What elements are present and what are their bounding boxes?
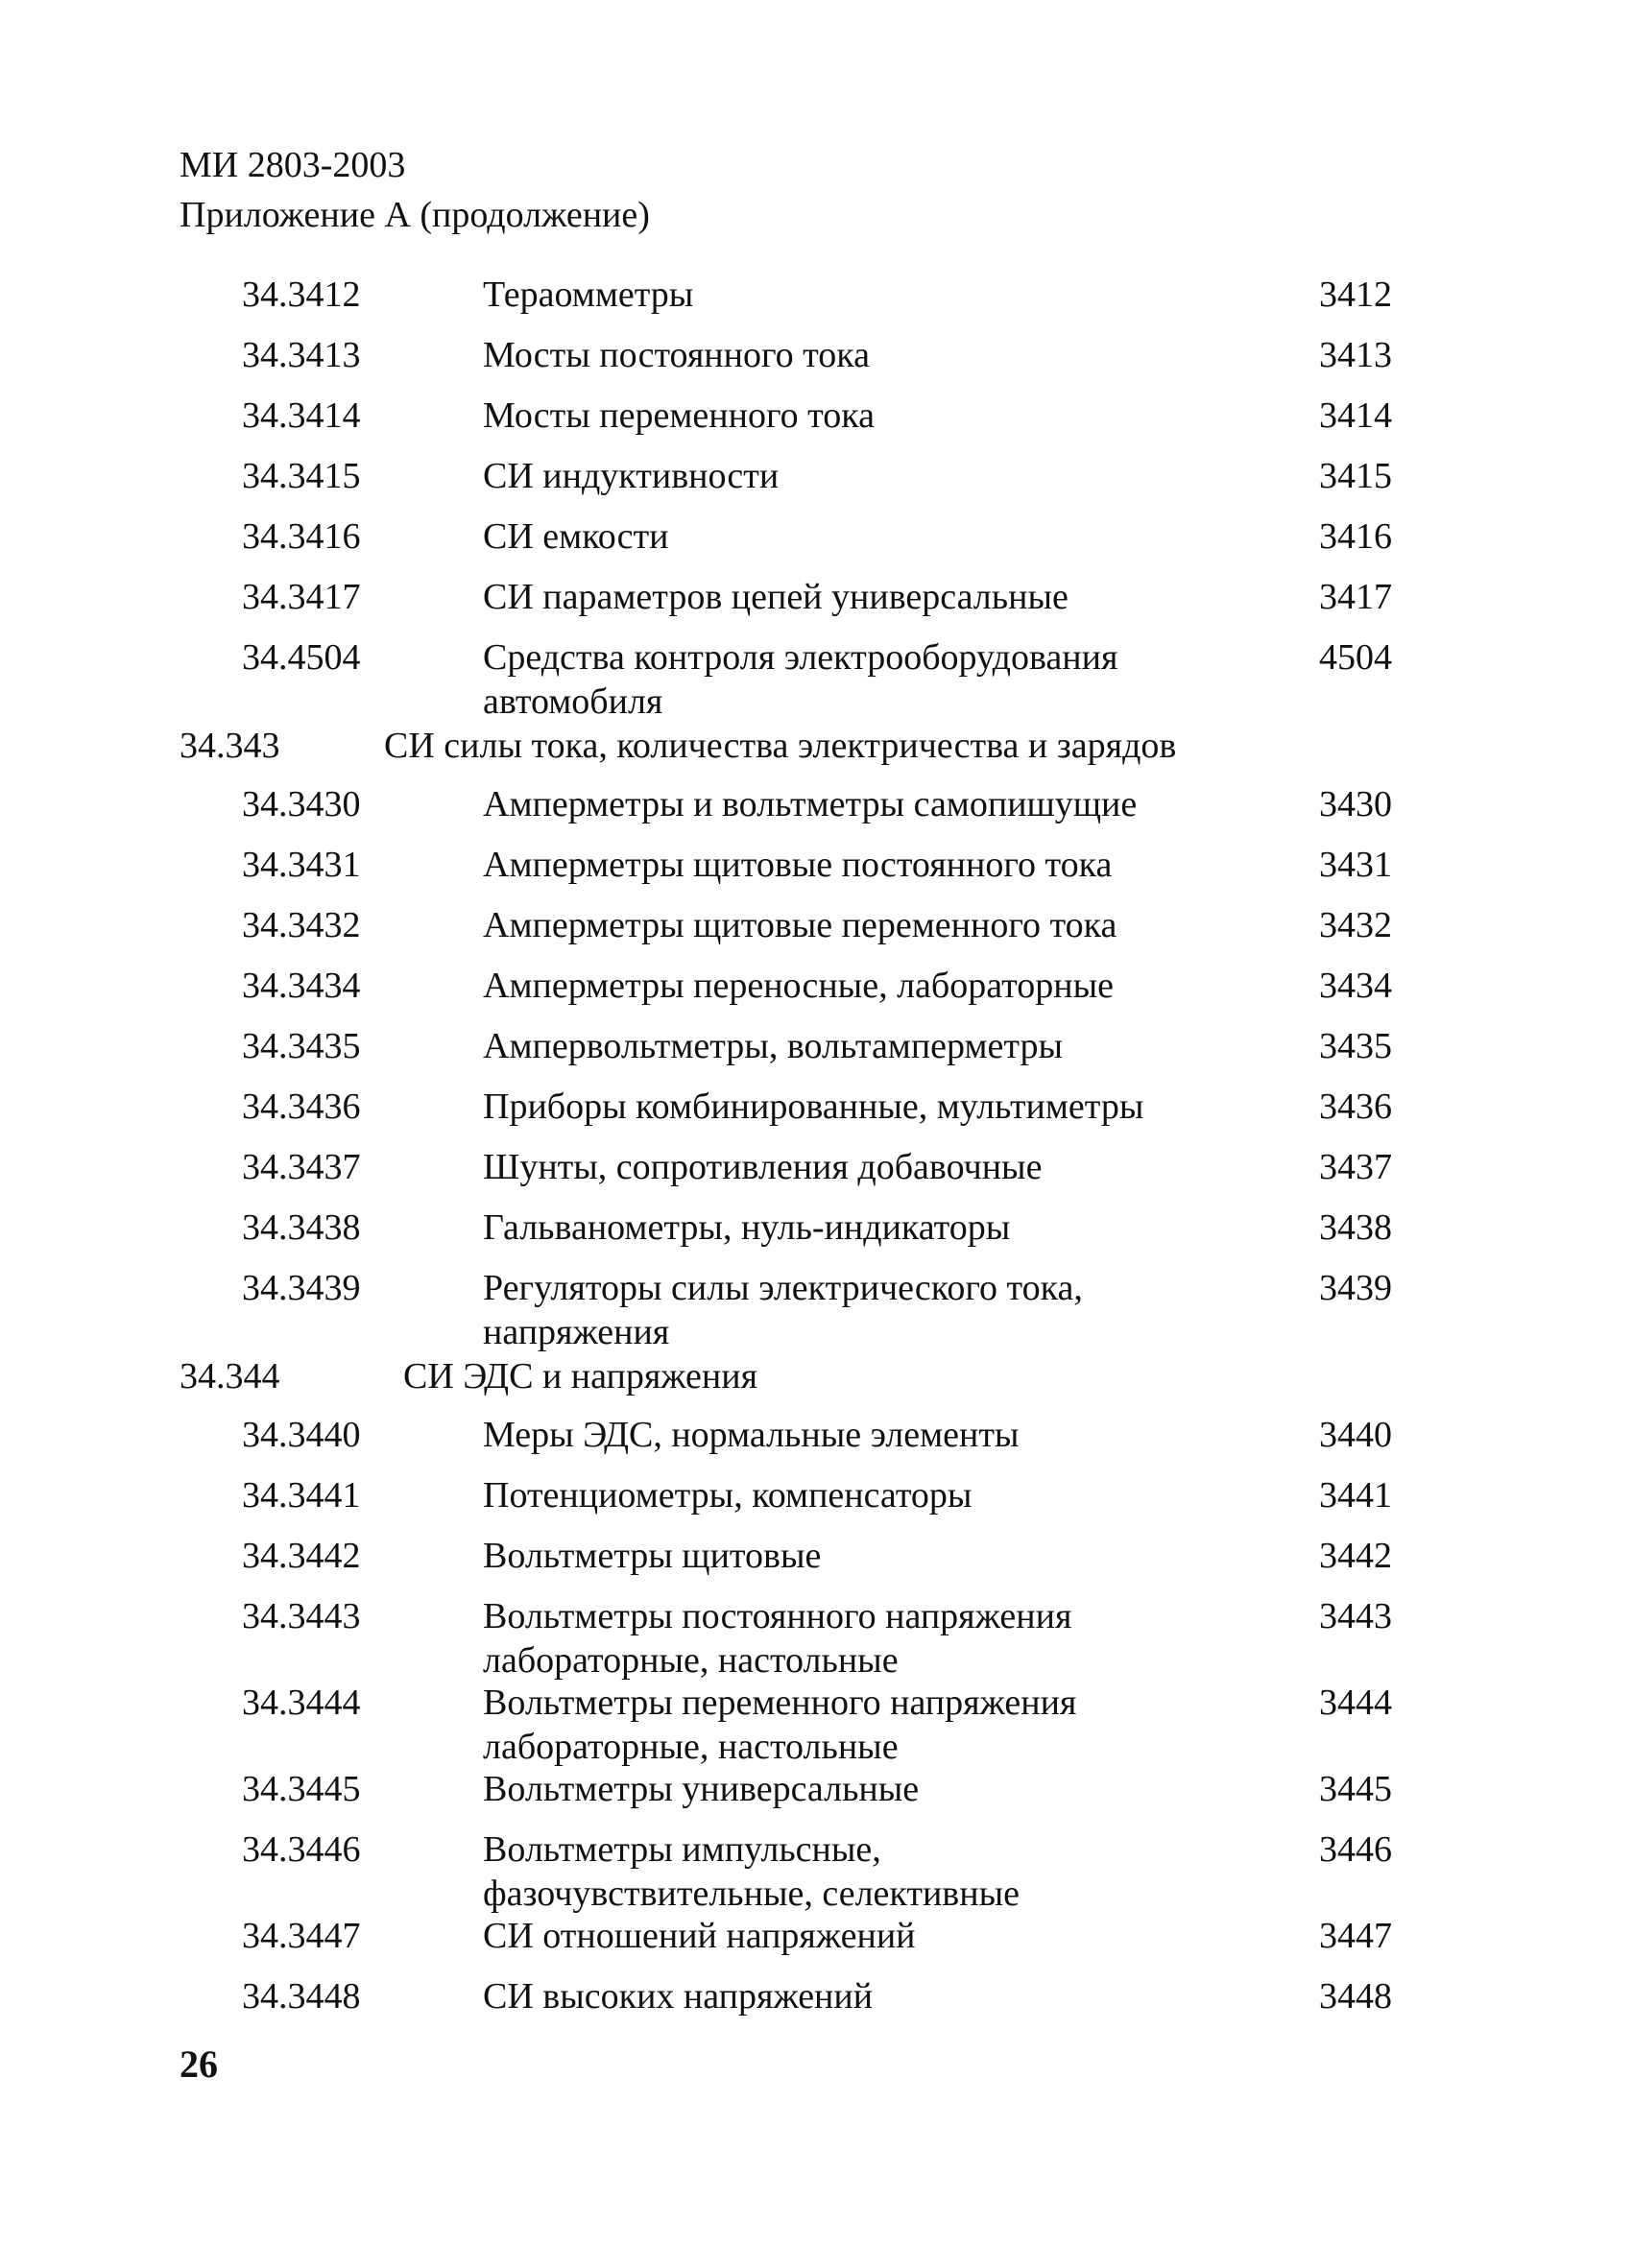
item-number: 4504 [1319, 637, 1392, 678]
item-name [483, 333, 1270, 377]
item-name [483, 903, 1270, 947]
item-code: 34.3443 [242, 1596, 361, 1636]
item-name-line: Приборы комбинированные, мультиметры [483, 1086, 1144, 1127]
item-name-line: Гальванометры, нуль-индикаторы [483, 1207, 1011, 1248]
item-code: 34.3447 [242, 1916, 361, 1956]
item-code: 34.3436 [242, 1086, 361, 1127]
item-code: 34.3413 [242, 335, 361, 375]
item-name [483, 1594, 1270, 1683]
item-number: 3444 [1319, 1683, 1392, 1723]
item-number: 3414 [1319, 395, 1392, 436]
item-name [483, 964, 1270, 1008]
item-name [483, 273, 1270, 317]
item-code: 34.3415 [242, 456, 361, 496]
item-code: 34.3414 [242, 395, 361, 436]
item-code: 34.4504 [242, 637, 361, 678]
item-name-line: Мосты постоянного тока [483, 335, 870, 375]
item-name-line: СИ отношений напряжений [483, 1916, 916, 1956]
item-name [483, 1024, 1270, 1068]
item-number: 3448 [1319, 1976, 1392, 2017]
item-name-line: СИ емкости [483, 516, 669, 557]
item-name [483, 1206, 1270, 1250]
item-name [483, 1827, 1270, 1916]
item-code: 34.3432 [242, 905, 361, 945]
item-number: 3442 [1319, 1536, 1392, 1576]
item-name-line: Амперметры переносные, лабораторные [483, 966, 1114, 1006]
item-name-line: Амперметры щитовые постоянного тока [483, 845, 1113, 885]
item-number: 3439 [1319, 1268, 1392, 1308]
item-code: 34.3442 [242, 1536, 361, 1576]
page-number: 26 [180, 2042, 218, 2086]
item-number: 3437 [1319, 1147, 1392, 1187]
group-code: 34.344 [180, 1356, 280, 1397]
item-number: 3435 [1319, 1026, 1392, 1066]
item-number: 3432 [1319, 905, 1392, 945]
item-number: 3446 [1319, 1829, 1392, 1870]
item-name [483, 635, 1270, 724]
item-number: 3441 [1319, 1475, 1392, 1516]
item-name-line: напряжения [483, 1312, 670, 1352]
item-name-line: Амперметры и вольтметры самопишущие [483, 784, 1138, 824]
item-number: 3434 [1319, 966, 1392, 1006]
item-code: 34.3444 [242, 1683, 361, 1723]
item-code: 34.3416 [242, 516, 361, 557]
item-name-line: Мосты переменного тока [483, 395, 875, 436]
item-name-line: Вольтметры щитовые [483, 1536, 822, 1576]
item-name [483, 1413, 1270, 1457]
item-name [483, 1534, 1270, 1578]
item-number: 3415 [1319, 456, 1392, 496]
item-name-line: автомобиля [483, 681, 663, 722]
item-code: 34.3445 [242, 1769, 361, 1809]
item-name [483, 575, 1270, 619]
item-code: 34.3440 [242, 1415, 361, 1455]
item-name-line: лабораторные, настольные [483, 1640, 899, 1681]
item-number: 3447 [1319, 1916, 1392, 1956]
item-number: 3440 [1319, 1415, 1392, 1455]
item-name-line: Меры ЭДС, нормальные элементы [483, 1415, 1020, 1455]
item-name-line: Шунты, сопротивления добавочные [483, 1147, 1043, 1187]
item-name-line: Регуляторы силы электрического тока, [483, 1268, 1083, 1308]
item-name-line: Вольтметры импульсные, [483, 1829, 881, 1870]
item-code: 34.3435 [242, 1026, 361, 1066]
item-name-line: СИ индуктивности [483, 456, 780, 496]
item-code: 34.3446 [242, 1829, 361, 1870]
item-name-line: Потенциометры, компенсаторы [483, 1475, 973, 1516]
item-name [483, 454, 1270, 498]
item-code: 34.3438 [242, 1207, 361, 1248]
item-name [483, 1681, 1270, 1769]
item-code: 34.3412 [242, 275, 361, 315]
item-name [483, 1266, 1270, 1354]
item-name-line: Тераомметры [483, 275, 694, 315]
item-name-line: Вольтметры постоянного напряжения [483, 1596, 1072, 1636]
item-number: 3430 [1319, 784, 1392, 824]
item-name [483, 1914, 1270, 1958]
item-name-line: Амперметры щитовые переменного тока [483, 905, 1117, 945]
group-code: 34.343 [180, 726, 280, 766]
appendix-title: Приложение А (продолжение) [180, 195, 650, 235]
item-code: 34.3434 [242, 966, 361, 1006]
item-name [483, 782, 1270, 826]
item-name-line: Вольтметры универсальные [483, 1769, 920, 1809]
item-name-line: Средства контроля электрооборудования [483, 637, 1118, 678]
document-id: МИ 2803-2003 [180, 145, 406, 185]
item-name [483, 394, 1270, 438]
item-name [483, 843, 1270, 887]
item-name-line: СИ параметров цепей универсальные [483, 577, 1069, 617]
item-name-line: Вольтметры переменного напряжения [483, 1683, 1077, 1723]
item-name [483, 1767, 1270, 1811]
item-number: 3431 [1319, 845, 1392, 885]
item-name [483, 514, 1270, 559]
item-code: 34.3448 [242, 1976, 361, 2017]
item-number: 3413 [1319, 335, 1392, 375]
item-number: 3436 [1319, 1086, 1392, 1127]
group-name: СИ ЭДС и напряжения [403, 1356, 758, 1397]
item-code: 34.3439 [242, 1268, 361, 1308]
item-number: 3445 [1319, 1769, 1392, 1809]
item-code: 34.3441 [242, 1475, 361, 1516]
item-number: 3417 [1319, 577, 1392, 617]
item-name-line: фазочувствительные, селективные [483, 1874, 1020, 1914]
item-number: 3412 [1319, 275, 1392, 315]
item-number: 3416 [1319, 516, 1392, 557]
item-name-line: лабораторные, настольные [483, 1727, 899, 1767]
item-name [483, 1974, 1270, 2018]
item-code: 34.3437 [242, 1147, 361, 1187]
item-name-line: Ампервольтметры, вольтамперметры [483, 1026, 1063, 1066]
item-number: 3443 [1319, 1596, 1392, 1636]
item-code: 34.3417 [242, 577, 361, 617]
item-name-line: СИ высоких напряжений [483, 1976, 874, 2017]
item-code: 34.3430 [242, 784, 361, 824]
item-name [483, 1085, 1270, 1129]
item-code: 34.3431 [242, 845, 361, 885]
item-number: 3438 [1319, 1207, 1392, 1248]
group-name: СИ силы тока, количества электричества и зарядов [384, 726, 1177, 766]
item-name [483, 1473, 1270, 1517]
item-name [483, 1145, 1270, 1189]
